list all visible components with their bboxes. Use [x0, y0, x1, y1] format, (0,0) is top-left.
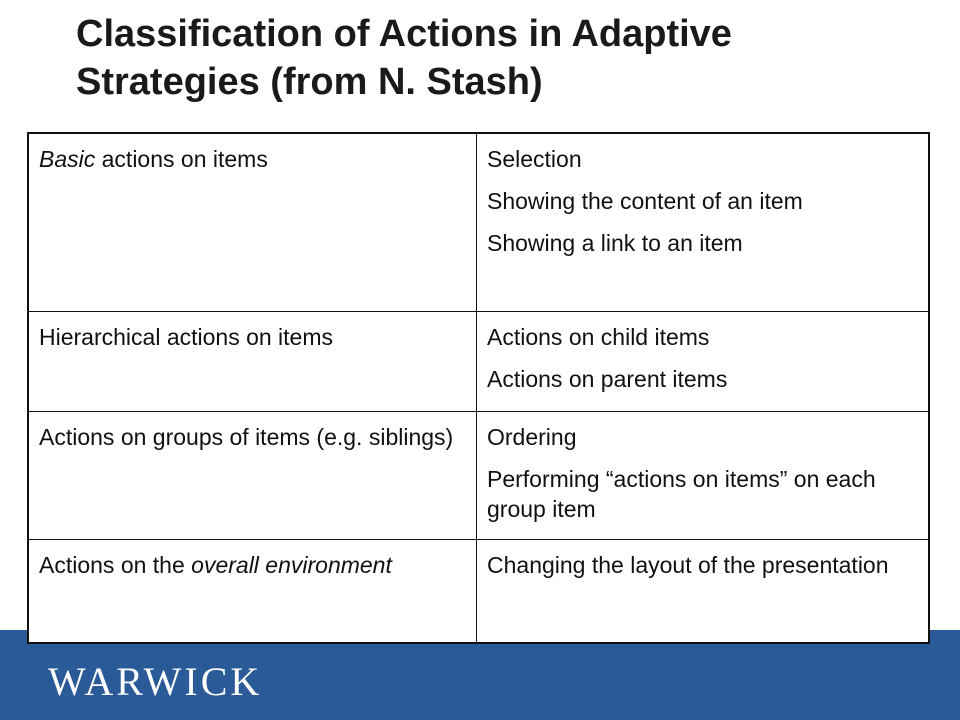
action-item: Changing the layout of the presentation: [487, 552, 889, 578]
category-text: Actions on groups of items (e.g. siblings): [39, 424, 454, 450]
category-rest: actions on items: [95, 146, 268, 172]
table-row: [29, 311, 928, 411]
category-cell: [29, 412, 477, 539]
category-prefix: Actions on the: [39, 552, 192, 578]
category-text: [39, 144, 466, 174]
table-row: [29, 411, 928, 539]
action-item: Ordering: [487, 424, 577, 450]
actions-cell: [477, 412, 928, 539]
category-cell: [29, 540, 477, 642]
slide-title: [76, 10, 936, 106]
action-item: Actions on child items: [487, 324, 710, 350]
action-item: Selection: [487, 146, 582, 172]
slide-title-line-1: Classification of Actions in Adaptive: [76, 13, 732, 55]
action-item: Performing “actions on items” on each group item: [487, 466, 876, 522]
category-text: [39, 550, 466, 580]
table-row: [29, 539, 928, 642]
action-item: Showing the content of an item: [487, 188, 803, 214]
actions-cell: [477, 312, 928, 411]
warwick-logo: WARWICK: [48, 659, 263, 704]
category-cell: [29, 312, 477, 411]
category-emphasis: overall environment: [191, 552, 392, 578]
action-item: Actions on parent items: [487, 366, 728, 392]
actions-cell: [477, 540, 928, 642]
slide-title-line-2: Strategies (from N. Stash): [76, 61, 543, 103]
actions-table: [27, 132, 930, 644]
category-emphasis: Basic: [39, 146, 96, 172]
table-row: [29, 134, 928, 311]
category-text: Hierarchical actions on items: [39, 324, 334, 350]
category-cell: [29, 134, 477, 311]
action-item: Showing a link to an item: [487, 230, 743, 256]
actions-cell: [477, 134, 928, 311]
